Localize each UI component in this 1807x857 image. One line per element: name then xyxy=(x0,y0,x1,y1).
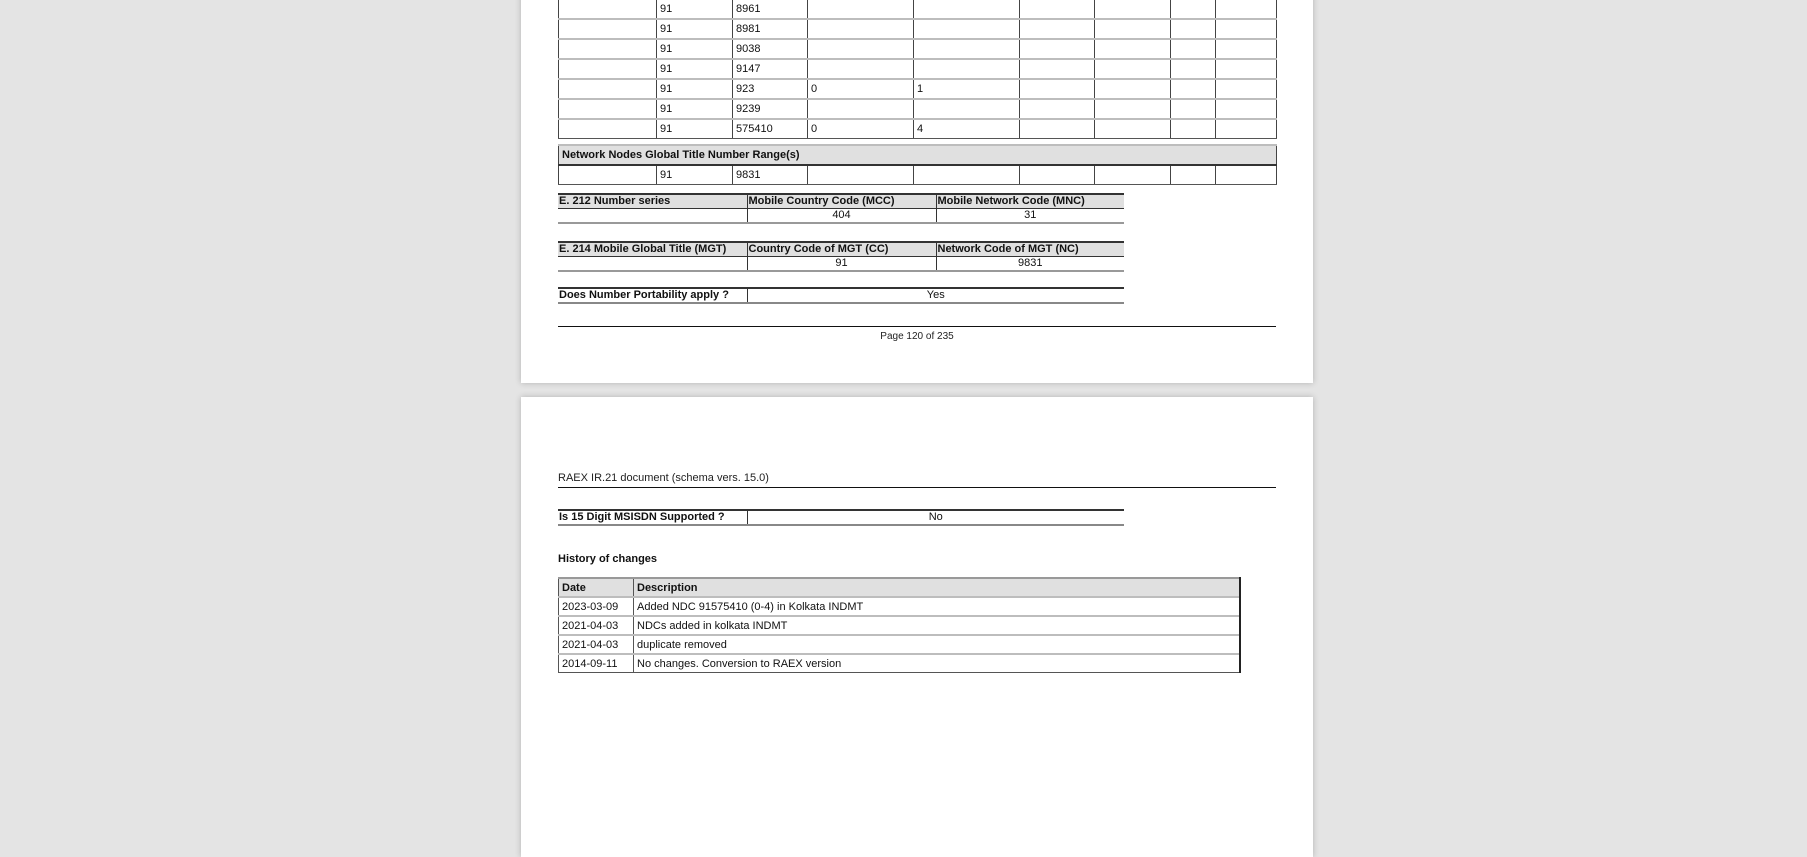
cell-sn-start xyxy=(808,165,914,185)
cell-sn-start xyxy=(808,39,914,59)
history-date: 2021-04-03 xyxy=(559,635,634,654)
cell-cc: 91 xyxy=(657,99,733,119)
cell-sn-start xyxy=(808,99,914,119)
table-row xyxy=(559,165,1277,185)
cell-c8 xyxy=(1171,19,1216,39)
cell-ndc: 9147 xyxy=(733,59,808,79)
cell-c9 xyxy=(1216,0,1277,19)
cell-c7 xyxy=(1095,0,1171,19)
cell-ndc: 9038 xyxy=(733,39,808,59)
cell-c6 xyxy=(1020,19,1095,39)
history-date: 2014-09-11 xyxy=(559,654,634,673)
cell-c6 xyxy=(1020,99,1095,119)
msisdn15-value: No xyxy=(747,510,1124,525)
cell-c7 xyxy=(1095,59,1171,79)
number-portability-table xyxy=(558,287,1124,304)
mnc-value: 31 xyxy=(936,209,1124,224)
cell-sn-start xyxy=(808,59,914,79)
number-range-table xyxy=(558,0,1277,185)
cell-sn-end xyxy=(914,19,1020,39)
mnc-label: Mobile Network Code (MNC) xyxy=(936,194,1124,209)
msisdn15-label: Is 15 Digit MSISDN Supported ? xyxy=(558,510,747,525)
cell-cc: 91 xyxy=(657,0,733,19)
cell-sn-start: 0 xyxy=(808,79,914,99)
e214-empty xyxy=(558,257,747,272)
cell-c6 xyxy=(1020,79,1095,99)
number-portability-value: Yes xyxy=(747,288,1124,303)
history-row xyxy=(559,616,1240,635)
cell-c9 xyxy=(1216,119,1277,139)
table-row xyxy=(559,39,1277,59)
cell-c1 xyxy=(559,19,657,39)
cell-c9 xyxy=(1216,59,1277,79)
table-row xyxy=(559,99,1277,119)
mgt-nc-label: Network Code of MGT (NC) xyxy=(936,242,1124,257)
number-portability-label: Does Number Portability apply ? xyxy=(558,288,747,303)
history-row xyxy=(559,635,1240,654)
cell-c1 xyxy=(559,165,657,185)
e212-table xyxy=(558,193,1124,224)
history-description: duplicate removed xyxy=(634,635,1240,654)
cell-c9 xyxy=(1216,165,1277,185)
history-description: No changes. Conversion to RAEX version xyxy=(634,654,1240,673)
header-rule xyxy=(558,487,1276,488)
history-date: 2021-04-03 xyxy=(559,616,634,635)
cell-sn-start xyxy=(808,0,914,19)
cell-ndc: 8981 xyxy=(733,19,808,39)
cell-c7 xyxy=(1095,19,1171,39)
cell-sn-start xyxy=(808,19,914,39)
cell-ndc: 8961 xyxy=(733,0,808,19)
cell-cc: 91 xyxy=(657,59,733,79)
cell-c8 xyxy=(1171,39,1216,59)
table-row xyxy=(559,19,1277,39)
cell-sn-start: 0 xyxy=(808,119,914,139)
cell-c6 xyxy=(1020,0,1095,19)
cell-sn-end: 1 xyxy=(914,79,1020,99)
page-number: Page 120 of 235 xyxy=(880,331,954,342)
cell-c8 xyxy=(1171,119,1216,139)
cell-cc: 91 xyxy=(657,119,733,139)
document-page-121 xyxy=(521,397,1313,857)
cell-c9 xyxy=(1216,79,1277,99)
mgt-nc-value: 9831 xyxy=(936,257,1124,272)
cell-c8 xyxy=(1171,79,1216,99)
e214-table xyxy=(558,241,1124,272)
cell-c1 xyxy=(559,59,657,79)
cell-cc: 91 xyxy=(657,165,733,185)
history-row xyxy=(559,654,1240,673)
mgt-cc-value: 91 xyxy=(747,257,936,272)
history-col-date: Date xyxy=(559,578,634,597)
cell-c9 xyxy=(1216,19,1277,39)
cell-c6 xyxy=(1020,119,1095,139)
cell-ndc: 9831 xyxy=(733,165,808,185)
cell-c9 xyxy=(1216,39,1277,59)
cell-c1 xyxy=(559,0,657,19)
history-description: Added NDC 91575410 (0-4) in Kolkata INDMT xyxy=(634,597,1240,616)
table-row xyxy=(559,59,1277,79)
cell-c9 xyxy=(1216,99,1277,119)
cell-c1 xyxy=(559,39,657,59)
cell-c8 xyxy=(1171,165,1216,185)
cell-c6 xyxy=(1020,165,1095,185)
mcc-label: Mobile Country Code (MCC) xyxy=(747,194,936,209)
cell-c7 xyxy=(1095,119,1171,139)
cell-c8 xyxy=(1171,59,1216,79)
document-page-120 xyxy=(521,0,1313,383)
e212-empty xyxy=(558,209,747,224)
cell-cc: 91 xyxy=(657,39,733,59)
cell-c1 xyxy=(559,99,657,119)
history-date: 2023-03-09 xyxy=(559,597,634,616)
cell-c7 xyxy=(1095,99,1171,119)
history-header-row xyxy=(559,578,1240,597)
cell-c7 xyxy=(1095,165,1171,185)
document-header: RAEX IR.21 document (schema vers. 15.0) xyxy=(558,472,769,484)
msisdn15-table xyxy=(558,509,1124,526)
history-description: NDCs added in kolkata INDMT xyxy=(634,616,1240,635)
cell-c8 xyxy=(1171,0,1216,19)
history-table xyxy=(558,577,1241,673)
table-row xyxy=(559,79,1277,99)
cell-c7 xyxy=(1095,39,1171,59)
cell-c1 xyxy=(559,79,657,99)
cell-sn-end xyxy=(914,0,1020,19)
mgt-cc-label: Country Code of MGT (CC) xyxy=(747,242,936,257)
gt-section-title: Network Nodes Global Title Number Range(s) xyxy=(559,145,1277,165)
history-col-description: Description xyxy=(634,578,1240,597)
cell-sn-end xyxy=(914,39,1020,59)
footer-rule xyxy=(558,326,1276,327)
mcc-value: 404 xyxy=(747,209,936,224)
cell-sn-end xyxy=(914,165,1020,185)
history-title: History of changes xyxy=(558,553,658,565)
history-row xyxy=(559,597,1240,616)
cell-ndc: 9239 xyxy=(733,99,808,119)
cell-c1 xyxy=(559,119,657,139)
cell-cc: 91 xyxy=(657,79,733,99)
cell-c8 xyxy=(1171,99,1216,119)
cell-sn-end: 4 xyxy=(914,119,1020,139)
gt-section-header-row xyxy=(559,145,1277,165)
cell-c7 xyxy=(1095,79,1171,99)
cell-ndc: 923 xyxy=(733,79,808,99)
table-row xyxy=(559,119,1277,139)
cell-cc: 91 xyxy=(657,19,733,39)
cell-c6 xyxy=(1020,59,1095,79)
cell-sn-end xyxy=(914,59,1020,79)
e214-label: E. 214 Mobile Global Title (MGT) xyxy=(558,242,747,257)
table-row xyxy=(559,0,1277,19)
cell-sn-end xyxy=(914,99,1020,119)
cell-c6 xyxy=(1020,39,1095,59)
e212-label: E. 212 Number series xyxy=(558,194,747,209)
cell-ndc: 575410 xyxy=(733,119,808,139)
